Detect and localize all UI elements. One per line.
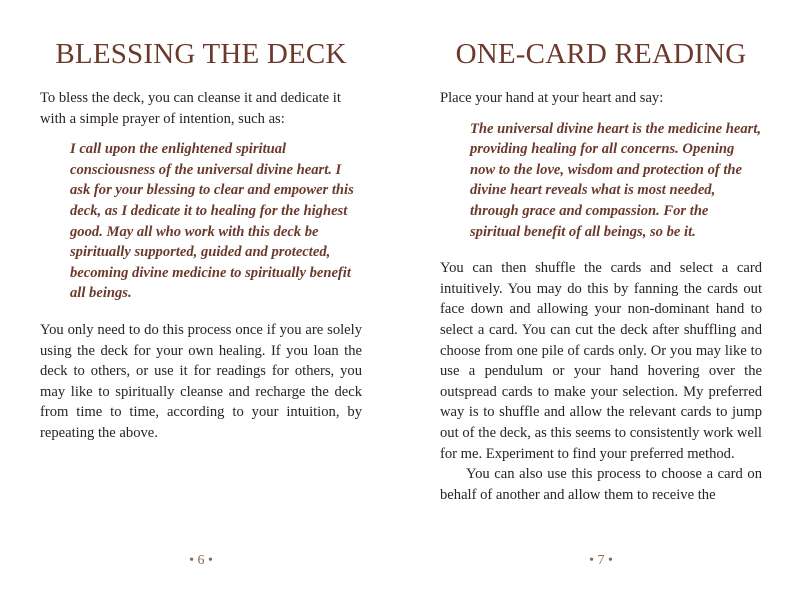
- page-body: [40, 88, 362, 444]
- body-paragraph: You can then shuffle the cards and select a card intuitively. You may do this by fanning the cards out face down and allowing your non-dominant hand to select a card. You can cut the deck after shuffling and choose from one pile of cards only. Or you may like to use a pendulum or your hand hovering over the outspread cards to make your selection. My preferred way is to shuffle and allow the relevant cards to jump out of the deck, as this seems to consistently work well for me. Experiment to find your preferred method.: [440, 260, 762, 462]
- left-page: [40, 0, 362, 589]
- prayer-text: I call upon the enlightened spiritual consciousness of the universal divine heart. I ask for your blessing to clear and empower this deck, as I dedicate it to healing for the highest good. May all who work with this deck be spiritually supported, guided and protected, becoming divine medicine to spiritually benefit all beings.: [70, 141, 354, 302]
- body-paragraph-continued: You can also use this process to choose a card on behalf of another and allow them to receive the: [440, 466, 762, 503]
- page-title: BLESSING THE DECK: [55, 38, 347, 70]
- page-body: [440, 88, 762, 505]
- page-number: • 6 •: [189, 553, 213, 568]
- body-paragraph: You only need to do this process once if you are solely using the deck for your own healing. If you loan the deck to others, or use it for readings for others, you may like to spiritually cleanse and recharge the deck from time to time, according to your intuition, by repeating the above.: [40, 321, 362, 441]
- page-title: ONE-CARD READING: [455, 38, 747, 70]
- intro-paragraph: Place your hand at your heart and say:: [440, 90, 664, 106]
- intro-paragraph: To bless the deck, you can cleanse it and dedicate it with a simple prayer of intention, such as:: [40, 90, 341, 127]
- page-number: • 7 •: [589, 553, 613, 568]
- prayer-text: The universal divine heart is the medicine heart, providing healing for all concerns. Opening now to the love, wisdom and protection of the divine heart reveals what is most needed, through grace and compassion. For the spiritual benefit of all beings, so be it.: [470, 120, 762, 240]
- right-page: [440, 0, 762, 589]
